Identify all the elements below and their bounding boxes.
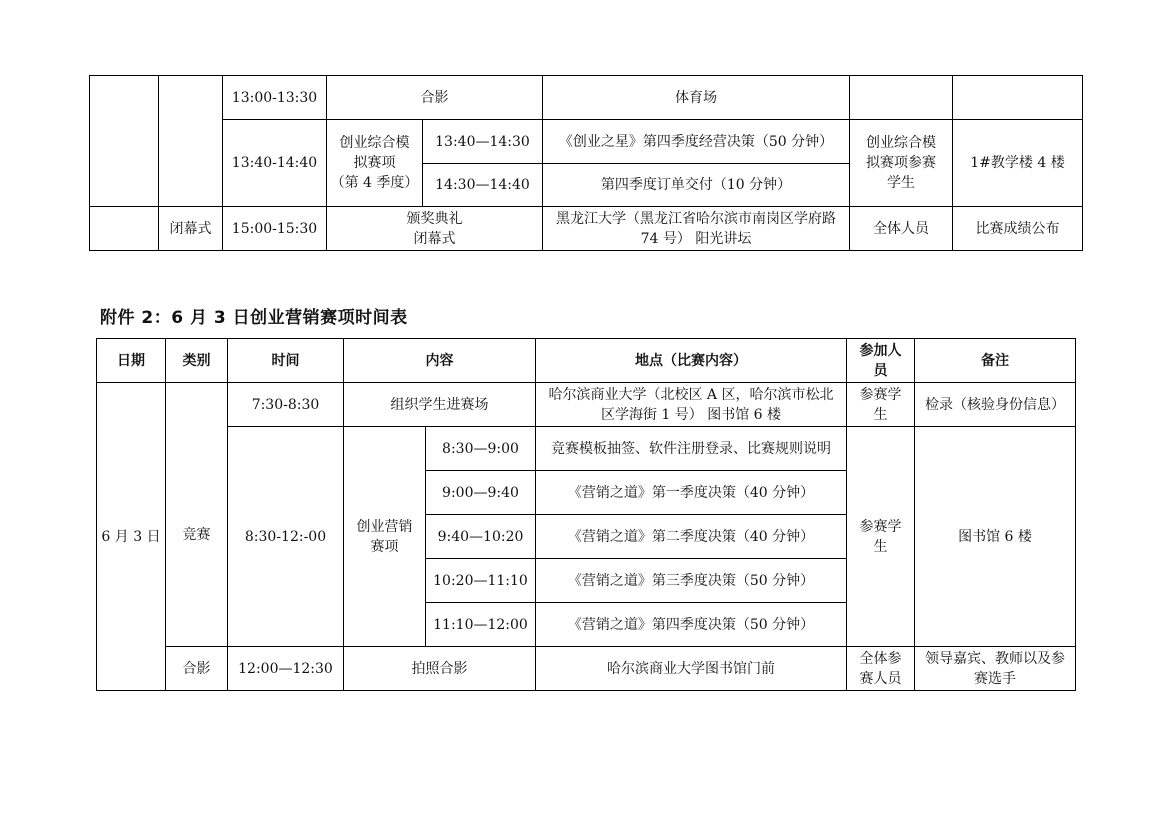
note-cell: 领导嘉宾、教师以及参 赛选手 [915, 647, 1076, 691]
header-time: 时间 [228, 339, 344, 383]
item-cell: 创业营销 赛项 [344, 427, 426, 647]
sub-content-cell: 《营销之道》第二季度决策（40 分钟） [536, 515, 847, 559]
time-cell: 13:00-13:30 [223, 76, 327, 120]
time-cell: 12:00—12:30 [228, 647, 344, 691]
participants-cell-empty [850, 76, 953, 120]
table-row [97, 647, 1076, 691]
table-row [90, 120, 1083, 164]
content-cell: 组织学生进赛场 [344, 383, 536, 427]
note-cell: 图书馆 6 楼 [915, 427, 1076, 647]
table-row [97, 427, 1076, 471]
location-cell: 黑龙江大学（黑龙江省哈尔滨市南岗区学府路 74 号） 阳光讲坛 [543, 207, 850, 251]
sub-content-cell: 《创业之星》第四季度经营决策（50 分钟） [543, 120, 850, 164]
sub-time-cell: 9:40—10:20 [426, 515, 536, 559]
category-cell: 闭幕式 [159, 207, 223, 251]
time-cell: 13:40-14:40 [223, 120, 327, 207]
sub-time-cell: 8:30—9:00 [426, 427, 536, 471]
location-cell: 哈尔滨商业大学（北校区 A 区，哈尔滨市松北 区学海街 1 号） 图书馆 6 楼 [536, 383, 847, 427]
category-cell: 合影 [166, 647, 228, 691]
time-cell: 7:30-8:30 [228, 383, 344, 427]
participants-cell: 全体人员 [850, 207, 953, 251]
header-location: 地点（比赛内容） [536, 339, 847, 383]
participants-cell: 参赛学 生 [847, 427, 915, 647]
category-cell-empty [159, 76, 223, 207]
header-note: 备注 [915, 339, 1076, 383]
content-cell: 拍照合影 [344, 647, 536, 691]
table-row [90, 76, 1083, 120]
sub-content-cell: 第四季度订单交付（10 分钟） [543, 164, 850, 207]
category-cell: 竞赛 [166, 383, 228, 647]
participants-cell: 全体参 赛人员 [847, 647, 915, 691]
content-cell: 合影 [327, 76, 543, 120]
sub-time-cell: 14:30—14:40 [423, 164, 543, 207]
note-cell-empty [953, 76, 1083, 120]
sub-content-cell: 竞赛模板抽签、软件注册登录、比赛规则说明 [536, 427, 847, 471]
header-date: 日期 [97, 339, 166, 383]
location-cell: 体育场 [543, 76, 850, 120]
schedule-table-day1-continued [89, 75, 1083, 251]
sub-content-cell: 《营销之道》第四季度决策（50 分钟） [536, 603, 847, 647]
date-cell-empty [90, 76, 159, 207]
note-cell: 检录（核验身份信息） [915, 383, 1076, 427]
time-cell: 8:30-12:-00 [228, 427, 344, 647]
time-cell: 15:00-15:30 [223, 207, 327, 251]
item-cell: 创业综合模 拟赛项 （第 4 季度） [327, 120, 423, 207]
header-content: 内容 [344, 339, 536, 383]
note-cell: 比赛成绩公布 [953, 207, 1083, 251]
note-cell: 1#教学楼 4 楼 [953, 120, 1083, 207]
participants-cell: 创业综合模 拟赛项参赛 学生 [850, 120, 953, 207]
sub-time-cell: 9:00—9:40 [426, 471, 536, 515]
table-row [90, 207, 1083, 251]
header-category: 类别 [166, 339, 228, 383]
sub-time-cell: 11:10—12:00 [426, 603, 536, 647]
schedule-table-june3 [96, 338, 1076, 691]
header-row [97, 339, 1076, 383]
sub-content-cell: 《营销之道》第一季度决策（40 分钟） [536, 471, 847, 515]
sub-time-cell: 10:20—11:10 [426, 559, 536, 603]
content-cell: 颁奖典礼 闭幕式 [327, 207, 543, 251]
sub-content-cell: 《营销之道》第三季度决策（50 分钟） [536, 559, 847, 603]
date-cell-empty [90, 207, 159, 251]
participants-cell: 参赛学 生 [847, 383, 915, 427]
sub-time-cell: 13:40—14:30 [423, 120, 543, 164]
table-row [97, 383, 1076, 427]
location-cell: 哈尔滨商业大学图书馆门前 [536, 647, 847, 691]
header-participants: 参加人 员 [847, 339, 915, 383]
section-title: 附件 2：6 月 3 日创业营销赛项时间表 [100, 308, 408, 328]
date-cell: 6 月 3 日 [97, 383, 166, 691]
